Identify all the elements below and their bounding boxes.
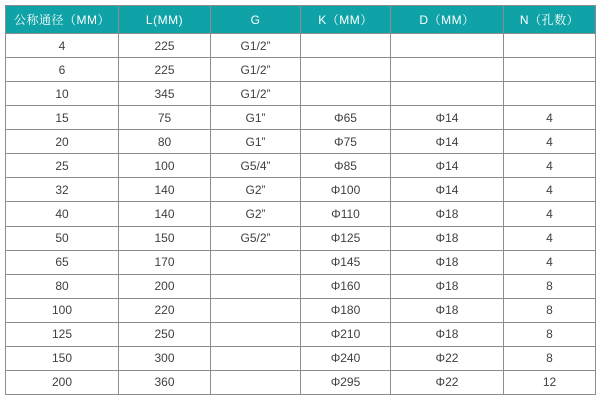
table-cell: 140: [119, 178, 211, 202]
table-cell: 4: [504, 250, 596, 274]
table-cell: 10: [6, 82, 119, 106]
table-row: [6, 82, 596, 106]
table-cell: 345: [119, 82, 211, 106]
table-cell: 50: [6, 226, 119, 250]
table-cell: Φ160: [301, 274, 391, 298]
table-row: [6, 370, 596, 394]
table-row: [6, 106, 596, 130]
table-cell: Φ14: [391, 130, 504, 154]
table-row: [6, 274, 596, 298]
table-cell: 4: [504, 130, 596, 154]
table-cell: 20: [6, 130, 119, 154]
table-cell: G2”: [211, 202, 301, 226]
table-cell: Φ125: [301, 226, 391, 250]
table-cell: 25: [6, 154, 119, 178]
table-cell: [301, 58, 391, 82]
table-cell: G1”: [211, 130, 301, 154]
table-cell: 360: [119, 370, 211, 394]
table-row: [6, 226, 596, 250]
table-cell: 80: [6, 274, 119, 298]
table-cell: Φ18: [391, 298, 504, 322]
table-cell: Φ65: [301, 106, 391, 130]
table-row: [6, 34, 596, 58]
table-cell: G1”: [211, 106, 301, 130]
table-cell: Φ18: [391, 226, 504, 250]
table-cell: 80: [119, 130, 211, 154]
table-cell: [301, 82, 391, 106]
header-row: [6, 6, 596, 34]
table-cell: Φ18: [391, 322, 504, 346]
table-cell: 250: [119, 322, 211, 346]
table-row: [6, 154, 596, 178]
table-cell: 65: [6, 250, 119, 274]
table-cell: 4: [504, 178, 596, 202]
table-cell: 75: [119, 106, 211, 130]
column-header-2: G: [211, 6, 301, 34]
table-cell: [391, 82, 504, 106]
table-cell: Φ18: [391, 202, 504, 226]
table-cell: [504, 34, 596, 58]
table-cell: 300: [119, 346, 211, 370]
spec-table: [5, 5, 596, 395]
table-cell: 125: [6, 322, 119, 346]
column-header-4: D（MM）: [391, 6, 504, 34]
table-cell: 200: [119, 274, 211, 298]
table-cell: 4: [504, 202, 596, 226]
table-cell: 8: [504, 322, 596, 346]
table-cell: 100: [6, 298, 119, 322]
table-cell: [504, 58, 596, 82]
table-row: [6, 130, 596, 154]
table-cell: Φ75: [301, 130, 391, 154]
table-row: [6, 298, 596, 322]
column-header-3: K（MM）: [301, 6, 391, 34]
table-cell: Φ180: [301, 298, 391, 322]
column-header-1: L(MM): [119, 6, 211, 34]
table-cell: 140: [119, 202, 211, 226]
table-cell: Φ14: [391, 106, 504, 130]
table-cell: Φ110: [301, 202, 391, 226]
table-cell: [504, 82, 596, 106]
table-cell: G5/2”: [211, 226, 301, 250]
table-cell: 8: [504, 346, 596, 370]
column-header-0: 公称通径（MM）: [6, 6, 119, 34]
table-cell: 150: [6, 346, 119, 370]
table-cell: [211, 322, 301, 346]
table-cell: Φ18: [391, 274, 504, 298]
table-row: [6, 202, 596, 226]
table-cell: Φ100: [301, 178, 391, 202]
table-cell: 4: [504, 154, 596, 178]
table-cell: G1/2”: [211, 34, 301, 58]
table-row: [6, 178, 596, 202]
table-cell: G1/2”: [211, 82, 301, 106]
table-cell: [211, 346, 301, 370]
table-cell: [301, 34, 391, 58]
table-cell: G2”: [211, 178, 301, 202]
table-cell: 100: [119, 154, 211, 178]
table-cell: Φ18: [391, 250, 504, 274]
table-cell: 8: [504, 298, 596, 322]
table-cell: [211, 370, 301, 394]
table-cell: Φ14: [391, 154, 504, 178]
table-row: [6, 322, 596, 346]
column-header-5: N（孔数）: [504, 6, 596, 34]
table-row: [6, 250, 596, 274]
table-cell: Φ22: [391, 370, 504, 394]
table-cell: 4: [504, 226, 596, 250]
table-cell: 225: [119, 58, 211, 82]
table-cell: Φ145: [301, 250, 391, 274]
table-cell: [391, 58, 504, 82]
table-cell: [211, 250, 301, 274]
table-cell: [211, 298, 301, 322]
table-cell: 6: [6, 58, 119, 82]
table-cell: 200: [6, 370, 119, 394]
table-cell: 170: [119, 250, 211, 274]
table-cell: 4: [504, 106, 596, 130]
table-row: [6, 346, 596, 370]
table-row: [6, 58, 596, 82]
table-cell: 8: [504, 274, 596, 298]
table-cell: Φ22: [391, 346, 504, 370]
table-cell: 220: [119, 298, 211, 322]
table-body: [6, 34, 596, 395]
table-cell: Φ295: [301, 370, 391, 394]
table-cell: Φ14: [391, 178, 504, 202]
table-cell: 12: [504, 370, 596, 394]
table-cell: 4: [6, 34, 119, 58]
table-cell: G1/2”: [211, 58, 301, 82]
table-cell: Φ210: [301, 322, 391, 346]
table-cell: [211, 274, 301, 298]
table-cell: 32: [6, 178, 119, 202]
table-header: [6, 6, 596, 34]
table-cell: 225: [119, 34, 211, 58]
table-cell: 150: [119, 226, 211, 250]
table-cell: 40: [6, 202, 119, 226]
table-cell: 15: [6, 106, 119, 130]
table-cell: G5/4”: [211, 154, 301, 178]
table-cell: [391, 34, 504, 58]
table-cell: Φ240: [301, 346, 391, 370]
table-cell: Φ85: [301, 154, 391, 178]
